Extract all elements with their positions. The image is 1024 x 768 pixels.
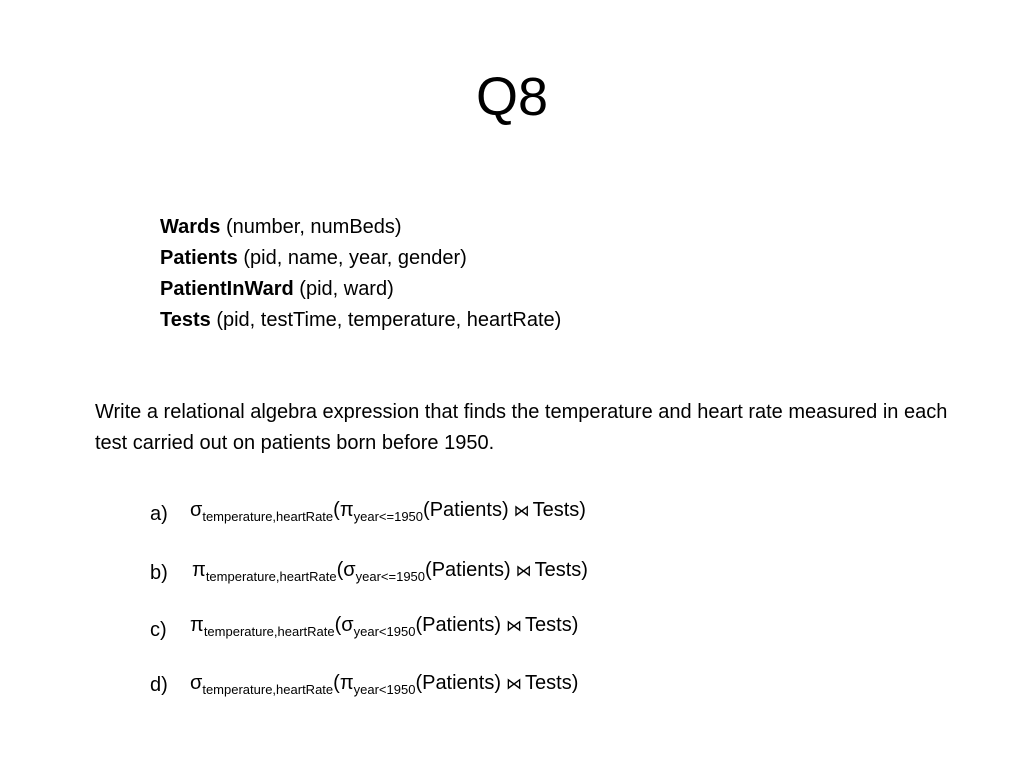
join-icon: ⋈ [506,618,523,635]
relation-tests: Tests) [525,672,579,694]
inner-subscript: year<=1950 [353,509,424,524]
relation-name: Patients [160,247,238,269]
option-d-expression [190,671,578,697]
relation-tests: Tests) [534,559,588,581]
option-a-expression [190,498,586,524]
relation-tests: Tests) [532,499,586,521]
option-b-expression [192,558,588,584]
schema-row-tests [160,305,561,336]
option-a-label: a) [150,503,168,525]
slide-title: Q8 [475,67,549,127]
join-icon: ⋈ [515,563,532,580]
inner-operator: σ [343,559,356,581]
relation-name: Wards [160,216,221,238]
relation-attrs: (number, numBeds) [225,216,402,238]
outer-operator: σ [190,672,203,694]
option-c-expression [190,613,578,639]
option-d-label: d) [150,674,168,696]
inner-operator: π [339,499,354,521]
relation-attrs: (pid, testTime, temperature, heartRate) [216,309,562,331]
open-paren: ( [334,614,342,636]
outer-operator: σ [190,499,203,521]
inner-subscript: year<1950 [353,624,416,639]
schema-list [160,212,561,336]
open-paren: ( [333,499,340,521]
inner-subscript: year<1950 [353,682,416,697]
join-icon: ⋈ [506,676,523,693]
inner-operator: π [339,672,354,694]
join-icon: ⋈ [513,503,530,520]
outer-subscript: temperature,heartRate [203,624,335,639]
outer-subscript: temperature,heartRate [202,682,334,697]
schema-row-wards [160,212,561,243]
outer-operator: π [190,614,204,636]
open-paren: ( [333,672,340,694]
schema-row-patients [160,243,561,274]
relation-name: Tests [160,309,211,331]
option-b-label: b) [150,562,168,584]
relation-attrs: (pid, name, year, gender) [243,247,467,269]
outer-operator: π [192,559,206,581]
outer-subscript: temperature,heartRate [202,509,334,524]
inner-operator: σ [341,614,354,636]
relation-patients: (Patients) [423,499,509,521]
relation-tests: Tests) [525,614,579,636]
relation-patients: (Patients) [415,672,502,694]
relation-attrs: (pid, ward) [299,278,394,300]
question-text: Write a relational algebra expression that finds the temperature and heart rate measured in each test carried out on patients born before 1950. [95,401,948,454]
schema-row-patientinward [160,274,561,305]
relation-name: PatientInWard [160,278,294,300]
outer-subscript: temperature,heartRate [205,569,337,584]
relation-patients: (Patients) [425,559,511,581]
relation-patients: (Patients) [415,614,502,636]
inner-subscript: year<=1950 [355,569,426,584]
option-c-label: c) [150,619,167,641]
open-paren: ( [336,559,344,581]
